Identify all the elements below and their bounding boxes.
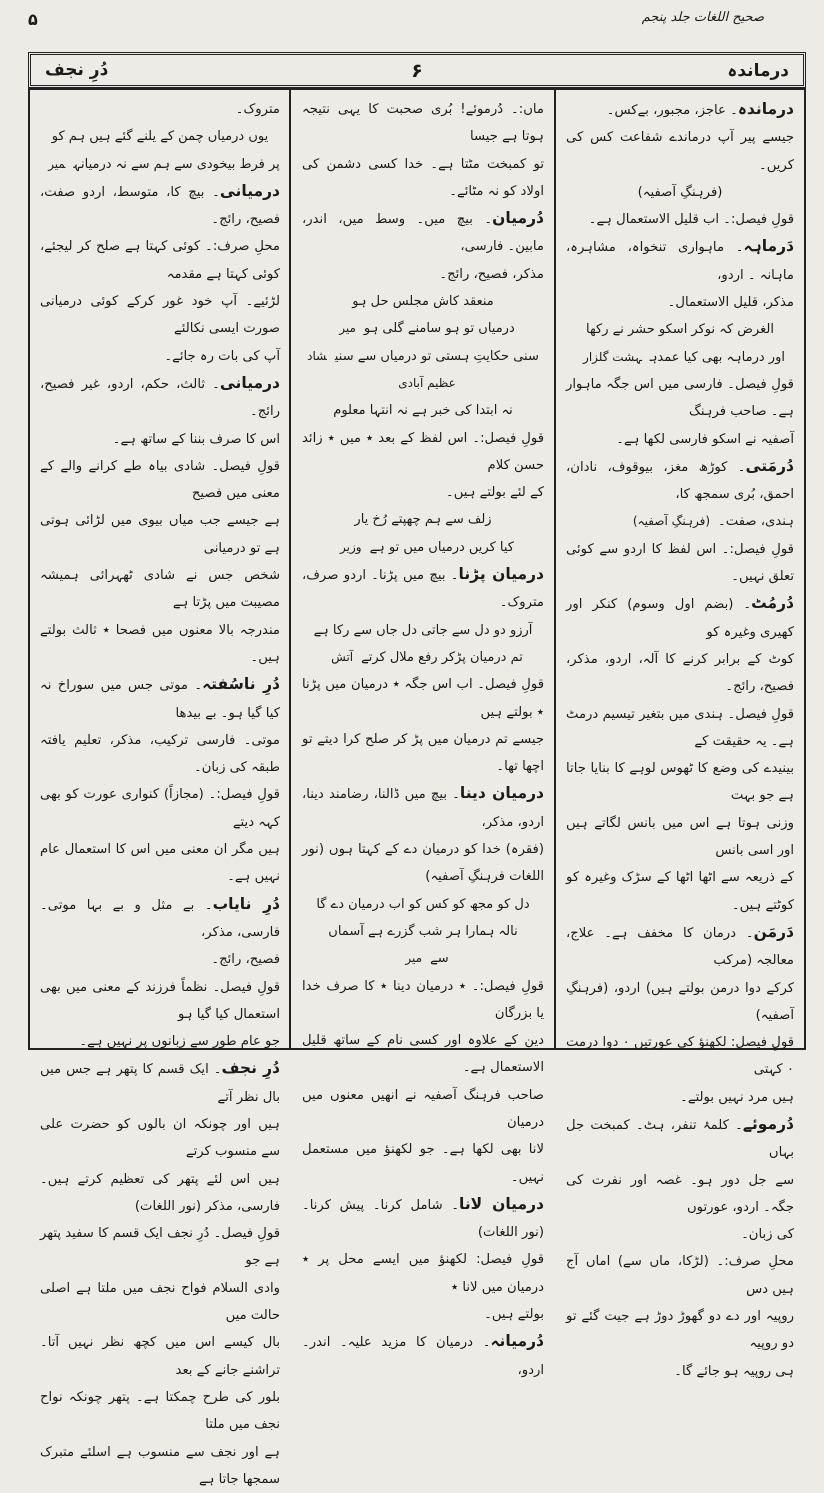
verse-line: یوں درمیاں چمن کے یلنے گئے ہیں ہم کو bbox=[51, 129, 269, 145]
entry-line: ہندی، صفت۔(فرہنگِ آصفیہ) bbox=[566, 508, 794, 535]
entry-line: درماندہ۔ عاجز، مجبور، بےکس۔ bbox=[606, 100, 794, 118]
verse-line: الغرض کہ نوکر اسکو حشر نے رکھا bbox=[586, 322, 774, 338]
headword: دُرمیانہ bbox=[490, 1332, 544, 1351]
entry-line: وزنی ہوتا ہے اس میں بانس لگاتے ہیں اور اسی بانس bbox=[566, 815, 794, 859]
poet-name: میر bbox=[405, 951, 423, 966]
poet-name: شاد عظیم آبادی bbox=[307, 348, 456, 390]
entry-line: آصفیہ نے اسکو فارسی لکھا ہے۔ bbox=[616, 431, 794, 447]
entry-line: سے جل دور ہو۔ غصہ اور نفرت کی جگہ۔ اردو، عورتوں bbox=[566, 1172, 794, 1215]
entry-line: قولِ فیصل۔ ہندی میں بتغیر تیسیم درمٹ ہے۔ یہ حقیقت کے bbox=[566, 706, 794, 749]
headword: دُرِ نایاب bbox=[212, 894, 280, 913]
entry-line: درمیانی۔ بیچ کا، متوسط، اردو صفت، فصیح، رائج۔ bbox=[40, 181, 280, 228]
running-head bbox=[0, 0, 824, 40]
entry-line: کے ذریعہ سے اٹھا اٹھا کے سڑک وغیرہ کو کوٹتے ہیں۔ bbox=[566, 870, 794, 913]
entry-line: جیسے تم درمیان میں پڑ کر صلح کرا دیتے تو اچھا تھا۔ bbox=[302, 731, 544, 775]
entry-line: درمیان دینا۔ بیچ میں ڈالنا، رضامند دینا، اردو، مذکر، bbox=[302, 784, 544, 830]
entry-line: روپیہ اور دے دو گھوڑ دوڑ ہے جیت گئے تو دو روپیہ bbox=[566, 1309, 794, 1352]
title-bar bbox=[28, 52, 806, 88]
entry-line: جو عام طور سے زبانوں پر نہیں ہے۔ bbox=[79, 1034, 280, 1050]
first-headword: درماندہ bbox=[727, 61, 789, 81]
poet-name: ہشت گلزار bbox=[583, 349, 642, 364]
entry-line: مذکر، فصیح، رائج۔ bbox=[439, 266, 544, 282]
headword: درمیان دینا bbox=[459, 784, 544, 803]
entry-line: قولِ فیصل:۔ اس لفظ کے بعد ٭ میں ٭ زائد حسن کلام bbox=[302, 430, 544, 473]
headword: دُرمَتی bbox=[745, 456, 794, 475]
verse-line: سنی حکایتِ ہستی تو درمیاں سے سنیشاد عظیم آبادی bbox=[307, 348, 539, 390]
poet-name: میر bbox=[339, 321, 356, 336]
headword: دُرمیان bbox=[492, 209, 544, 228]
verse-line: اور درماہہ بھی کیا عمدہہشت گلزار bbox=[566, 344, 794, 371]
entry-line: کوٹ کے برابر کرنے کا آلہ، اردو، مذکر، فصیح، رائج۔ bbox=[566, 651, 794, 695]
entry-line: قولِ فیصل:۔ اس لفظ کا اردو سے کوئی تعلق نہیں۔ bbox=[566, 541, 794, 585]
entry-line: مذکر، قلیل الاستعمال۔ bbox=[667, 295, 794, 311]
entry-line: ہے جیسے جب میاں بیوی میں لڑائی ہوتی ہے تو درمیانی bbox=[40, 513, 280, 556]
entry-line: دُرمَتی۔ کوڑھ مغز، بیوقوف، نادان، احمق، بُری سمجھ کا، bbox=[566, 456, 794, 503]
last-headword: دُرِ نجف bbox=[45, 60, 109, 80]
verse-line: آرزو دو دل سے جاتی دل جاں سے رکا ہے bbox=[313, 622, 533, 638]
headword: دَرمَن bbox=[753, 922, 794, 941]
headword: دُرِ ناسُفتہ bbox=[202, 675, 280, 694]
verse-line: دل کو مجھ کو کس کو اب درمیان دے گا bbox=[316, 896, 530, 912]
entry-line: دُرمیانہ۔ درمیان کا مزید علیہ۔ اندر۔ اردو، bbox=[302, 1332, 544, 1378]
verse-line: درمیاں تو ہو سامنے گلی ہومیر bbox=[302, 315, 544, 342]
entry-line: کے لئے بولتے ہیں۔ bbox=[446, 485, 544, 501]
headword: درماندہ bbox=[737, 100, 794, 118]
verse-line: تم درمیان پڑکر رفع ملال کرتےآتش bbox=[302, 644, 544, 671]
entry-line: دُرموئے۔ کلمۂ تنفر، ہٹ۔ کمبخت جل بہاں bbox=[566, 1114, 794, 1161]
entry-line: ہیں اس لئے پتھر کی تعظیم کرتے ہیں۔ فارسی، مذکر (نور اللغات) bbox=[40, 1171, 280, 1214]
entry-line: صاحب فرہنگ آصفیہ نے انھیں معنوں میں درمیان bbox=[302, 1087, 544, 1130]
entry-line: دُرِ ناسُفتہ۔ موتی جس میں سوراخ نہ کیا گیا ہو۔ بے بیدھا bbox=[40, 675, 280, 721]
entry-line: درمیان پڑنا۔ بیچ میں پڑنا۔ اردو صرف، متروک۔ bbox=[302, 565, 544, 611]
headword: دَرماہہ bbox=[743, 237, 794, 256]
entry-line: درمیانی۔ ثالث، حکم، اردو، غیر فصیح، رائج۔ bbox=[40, 373, 280, 420]
entry-line: بینیدے کی وضع کا ٹھوس لوہے کا بنایا جاتا ہے جو بہت bbox=[566, 761, 794, 804]
entry-line: آپ کی بات رہ جائے۔ bbox=[164, 348, 280, 364]
entry-line: دُرِ نجف۔ ایک قسم کا پتھر ہے جس میں بال نظر آتے bbox=[40, 1059, 280, 1105]
headword: دُرِ نجف bbox=[221, 1059, 280, 1078]
entry-line: کرکے دوا درمن بولتے ہیں) اردو، (فرہنگِ آصفیہ) bbox=[566, 980, 794, 1023]
entry-line: موتی۔ فارسی ترکیب، مذکر، تعلیم یافتہ طبقہ کی زبان۔ bbox=[40, 732, 280, 776]
entry-line: دَرمَن۔ درمان کا مخفف ہے۔ علاج، معالجہ (مرکب bbox=[566, 922, 794, 969]
entry-line: کی زبان۔ bbox=[741, 1227, 794, 1243]
entry-line: قولِ فیصل: لکھنؤ کی عورتیں ۰ دوا درمت ۰ کہتی bbox=[566, 1035, 794, 1078]
entry-line: قولِ فیصل۔ دُرِ نجف ایک قسم کا سفید پتھر ہے جو bbox=[40, 1226, 280, 1269]
headword: درمیانی bbox=[219, 181, 280, 200]
entry-line: درمیان لانا۔ شامل کرنا۔ پیش کرنا۔ (نور اللغات) bbox=[302, 1194, 544, 1241]
entry-line: وادی السلام فواح نجف میں ملتا ہے اصلی حالت میں bbox=[40, 1280, 280, 1324]
entry-line: بلور کی طرح چمکتا ہے۔ پتھر چونکہ نواح نجف میں ملتا bbox=[40, 1389, 280, 1433]
entry-reference: (فرہنگِ آصفیہ) bbox=[632, 514, 711, 529]
entry-line: مندرجہ بالا معنوں میں فصحا ٭ ثالث بولتے ہیں۔ bbox=[40, 622, 280, 665]
entry-line: دُرمیان۔ بیچ میں۔ وسط میں، اندر، مابین۔ فارسی، bbox=[302, 209, 544, 255]
entry-line: ہی روپیہ ہو جائے گا۔ bbox=[674, 1363, 794, 1379]
entry-line: ہیں مرد نہیں بولتے۔ bbox=[680, 1089, 794, 1105]
verse-line: منعقد کاش مجلس حل ہو bbox=[352, 294, 494, 310]
entry-line: ہیں اور چونکہ ان بالوں کو حضرت علی سے منسوب کرتے bbox=[40, 1116, 280, 1160]
verse-line: نہ ابتدا کی خبر ہے نہ انتہا معلوم bbox=[333, 403, 513, 419]
entry-line: دُرمُٹ۔ (بضم اول وسوم) کنکر اور کھیری وغیرہ کو bbox=[566, 594, 794, 640]
entry-line: ہے اور نجف سے منسوب ہے اسلئے متبرک سمجھا جاتا ہے bbox=[40, 1444, 280, 1487]
page-folio: ۶ bbox=[411, 60, 423, 82]
poet-name: میر bbox=[48, 156, 66, 171]
running-head-title: صحیح اللغات جلد پنجم bbox=[641, 10, 764, 25]
entry-line: قولِ فیصل: لکھنؤ میں ایسے محل پر ٭ درمیان میں لانا ٭ bbox=[302, 1252, 544, 1295]
entry-line: شخص جس نے شادی ٹھہرائی ہمیشہ مصیبت میں پڑتا ہے bbox=[40, 568, 280, 611]
entry-line: محلِ صرف:۔ کوئی کہتا ہے صلح کر لیجئے، کوئی کہتا ہے مقدمہ bbox=[40, 239, 280, 282]
running-head-page-number: ۵ bbox=[28, 10, 38, 29]
entry-line: دُرِ نایاب۔ بے مثل و بے بہا موتی۔ فارسی، مذکر، bbox=[40, 894, 280, 940]
entry-line: ماں:۔ دُرموئے! بُری صحبت کا یہی نتیجہ ہوتا ہے جیسا bbox=[302, 102, 544, 145]
entry-line: دین کے علاوہ اور کسی نام کے ساتھ قلیل الاستعمال ہے۔ bbox=[302, 1033, 544, 1076]
entry-line: محلِ صرف:۔ (لڑکا، ماں سے) اماں آج ہیں دس bbox=[566, 1254, 794, 1297]
entry-line: قولِ فیصل:۔ اب قلیل الاستعمال ہے۔ bbox=[588, 212, 794, 228]
entry-reference: (فرہنگِ آصفیہ) bbox=[637, 184, 723, 200]
entry-line: قولِ فیصل۔ شادی بیاہ طے کرانے والے کے معنی میں فصیح bbox=[40, 458, 280, 502]
entry-line: لڑئیے۔ آپ خود غور کرکے کوئی درمیانی صورت ایسی نکالئے bbox=[40, 294, 280, 337]
entry-line: قولِ فیصل:۔ (مجازاً) کنواری عورت کو بھی کہہ دیتے bbox=[40, 787, 280, 830]
headword: دُرموئے bbox=[742, 1114, 794, 1133]
entry-line: لانا بھی لکھا ہے۔ جو لکھنؤ میں مستعمل نہیں۔ bbox=[302, 1142, 544, 1185]
middle-column bbox=[292, 92, 554, 1378]
entry-line: ہیں مگر ان معنی میں اس کا استعمال عام نہیں ہے۔ bbox=[40, 842, 280, 885]
poet-name: وزیر bbox=[340, 539, 362, 554]
entry-line: جیسے پیر آپ درماندے شفاعت کس کی کریں۔ bbox=[566, 130, 794, 173]
verse-line: پر فرط بیخودی سے ہم سے نہ درمیانہمیر bbox=[40, 151, 280, 178]
entry-line: بولتے ہیں۔ bbox=[484, 1307, 544, 1323]
left-column bbox=[30, 92, 290, 1487]
entry-line: متروک۔ bbox=[235, 102, 280, 117]
headword: دُرمُٹ bbox=[751, 594, 794, 613]
poet-name: آتش bbox=[331, 649, 354, 664]
right-column bbox=[556, 92, 804, 1379]
headword: درمیان پڑنا bbox=[458, 565, 544, 584]
entry-line: اس کا صرف بننا کے ساتھ ہے۔ bbox=[112, 431, 280, 447]
entry-line: دَرماہہ۔ ماہواری تنخواہ، مشاہرہ، ماہانہ ۔ اردو، bbox=[566, 237, 794, 283]
entry-line: فصیح، رائج۔ bbox=[211, 952, 280, 968]
entry-line: قولِ فیصل۔ نظماً فرزند کے معنی میں بھی استعمال کیا گیا ہو bbox=[40, 979, 280, 1022]
entry-line: قولِ فیصل:۔ ٭ درمیان دینا ٭ کا صرف خدا یا بزرگان bbox=[302, 978, 544, 1021]
verse-line: زلف سے ہم چھپتے رُخ یار bbox=[354, 512, 492, 528]
headword: درمیان لانا bbox=[459, 1194, 544, 1213]
verse-line: کیا کریں درمیاں میں تو ہےوزیر bbox=[302, 534, 544, 561]
entry-line: بال کیسے اس میں کچھ نظر نہیں آتا۔ تراشنے جانے کے بعد bbox=[40, 1335, 280, 1378]
verse-line: نالہ ہمارا ہر شب گزرے ہے آسماں سےمیر bbox=[328, 923, 518, 967]
entry-line: تو کمبخت مٹتا ہے۔ خدا کسی دشمن کی اولاد کو نہ مٹائے۔ bbox=[302, 156, 544, 199]
entry-line: قولِ فیصل۔ اب اس جگہ ٭ درمیان میں پڑنا ٭ بولتے ہیں bbox=[302, 677, 544, 720]
headword: درمیانی bbox=[219, 373, 280, 392]
entry-line: قولِ فیصل۔ فارسی میں اس جگہ ماہوار ہے۔ صاحب فرہنگ bbox=[566, 376, 794, 420]
entry-line: (فقرہ) خدا کو درمیان دے کے کہتا ہوں (نور اللغات فرہنگِ آصفیہ) bbox=[302, 842, 544, 885]
